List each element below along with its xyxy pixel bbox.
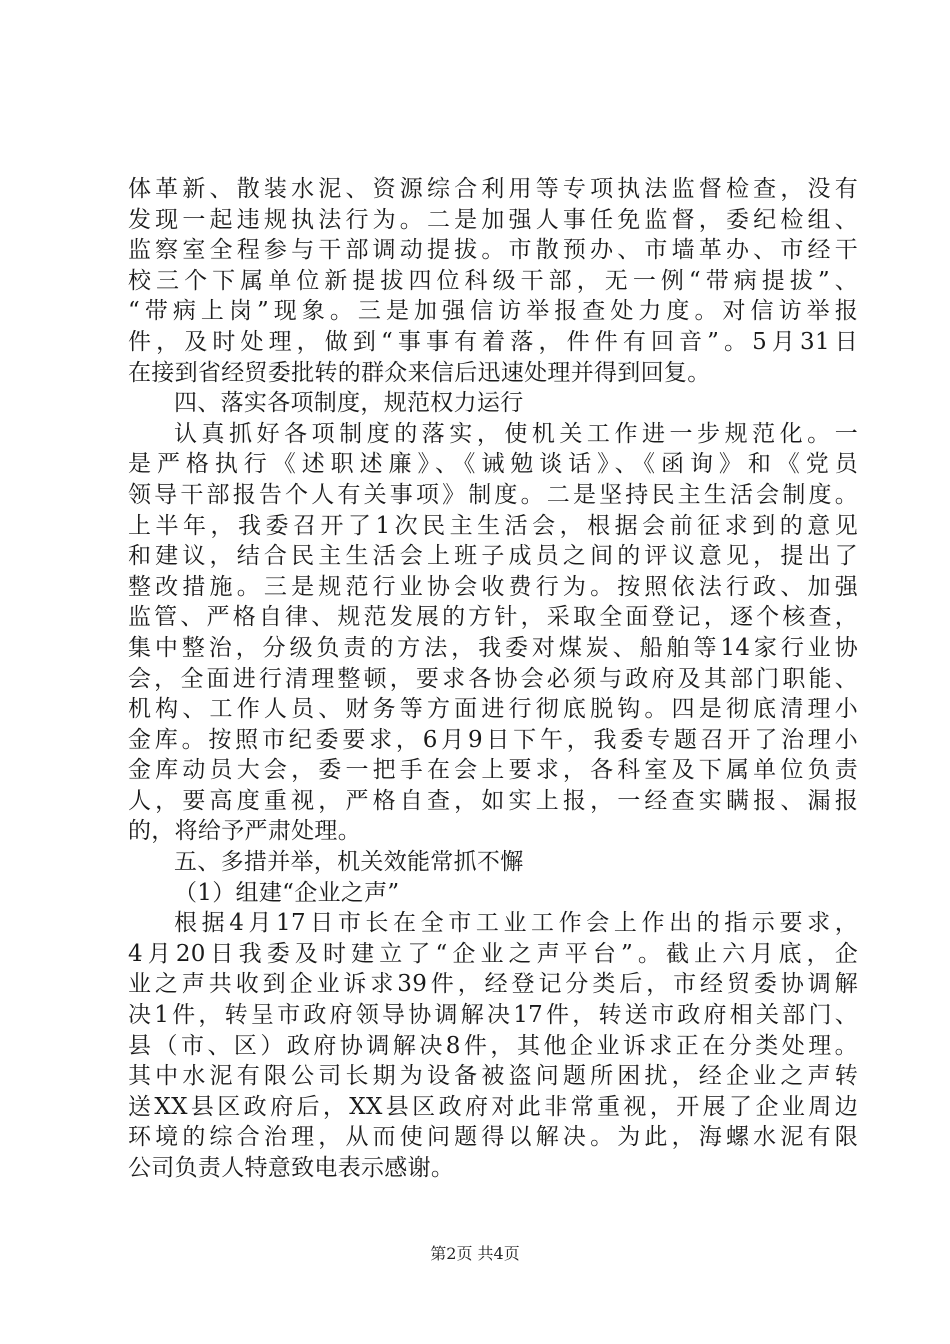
text-line: 其中水泥有限公司长期为设备被盗问题所困扰，经企业之声转 bbox=[128, 1063, 858, 1090]
text-line: “带病上岗”现象。三是加强信访举报查处力度。对信访举报 bbox=[128, 298, 858, 325]
text-line: 在接到省经贸委批转的群众来信后迅速处理并得到回复。 bbox=[128, 359, 711, 386]
text-line: 校三个下属单位新提拔四位科级干部，无一例“带病提拔”、 bbox=[128, 267, 858, 294]
text-line: 的，将给予严肃处理。 bbox=[128, 818, 361, 845]
text-line: 会，全面进行清理整顿，要求各协会必须与政府及其部门职能、 bbox=[128, 665, 858, 692]
text-line: 决1件，转呈市政府领导协调解决17件，转送市政府相关部门、 bbox=[128, 1002, 858, 1029]
text-line: 公司负责人特意致电表示感谢。 bbox=[128, 1155, 455, 1181]
text-line: 和建议，结合民主生活会上班子成员之间的评议意见，提出了 bbox=[128, 543, 858, 570]
section-heading bbox=[128, 878, 858, 909]
document-body bbox=[128, 174, 858, 1184]
text-line: 环境的综合治理，从而使问题得以解决。为此，海螺水泥有限 bbox=[128, 1124, 858, 1151]
section-heading bbox=[128, 847, 858, 878]
text-line: 整改措施。三是规范行业协会收费行为。按照依法行政、加强 bbox=[128, 573, 858, 600]
text-line: 机构、工作人员、财务等方面进行彻底脱钩。四是彻底清理小 bbox=[128, 696, 858, 723]
heading-line: 五、多措并举，机关效能常抓不懈 bbox=[174, 849, 524, 876]
paragraph bbox=[128, 174, 858, 388]
text-line: 领导干部报告个人有关事项》制度。二是坚持民主生活会制度。 bbox=[128, 481, 858, 508]
text-line: 认真抓好各项制度的落实，使机关工作进一步规范化。一 bbox=[174, 420, 858, 447]
text-line: 金库。按照市纪委要求，6月9日下午，我委专题召开了治理小 bbox=[128, 726, 858, 753]
heading-line: 四、落实各项制度，规范权力运行 bbox=[174, 390, 524, 417]
text-line: 业之声共收到企业诉求39件，经登记分类后，市经贸委协调解 bbox=[128, 971, 858, 998]
text-line: 4月20日我委及时建立了“企业之声平台”。截止六月底，企 bbox=[128, 940, 858, 967]
text-line: 体革新、散装水泥、资源综合利用等专项执法监督检查，没有 bbox=[128, 176, 858, 202]
section-heading bbox=[128, 388, 858, 419]
heading-line: （1）组建“企业之声” bbox=[174, 879, 400, 906]
text-line: 送XX县区政府后，XX县区政府对此非常重视，开展了企业周边 bbox=[128, 1093, 858, 1120]
text-line: 上半年，我委召开了1次民主生活会，根据会前征求到的意见 bbox=[128, 512, 858, 539]
text-line: 县（市、区）政府协调解决8件，其他企业诉求正在分类处理。 bbox=[128, 1032, 858, 1059]
text-line: 人，要高度重视，严格自查，如实上报，一经查实瞒报、漏报 bbox=[128, 787, 858, 814]
text-line: 集中整治，分级负责的方法，我委对煤炭、船舶等14家行业协 bbox=[128, 634, 858, 661]
text-line: 发现一起违规执法行为。二是加强人事任免监督，委纪检组、 bbox=[128, 206, 858, 233]
text-line: 是严格执行《述职述廉》、《诫勉谈话》、《函询》和《党员 bbox=[128, 451, 858, 478]
text-line: 监察室全程参与干部调动提拔。市散预办、市墙革办、市经干 bbox=[128, 237, 858, 264]
paragraph bbox=[128, 908, 858, 1183]
text-line: 根据4月17日市长在全市工业工作会上作出的指示要求， bbox=[174, 910, 858, 937]
page-footer: 第2页 共4页 bbox=[430, 1244, 520, 1263]
paragraph bbox=[128, 419, 858, 847]
text-line: 金库动员大会，委一把手在会上要求，各科室及下属单位负责 bbox=[128, 757, 858, 784]
text-line: 监管、严格自律、规范发展的方针，采取全面登记，逐个核查， bbox=[128, 604, 858, 631]
text-line: 件，及时处理，做到“事事有着落，件件有回音”。5月31日 bbox=[128, 328, 858, 355]
